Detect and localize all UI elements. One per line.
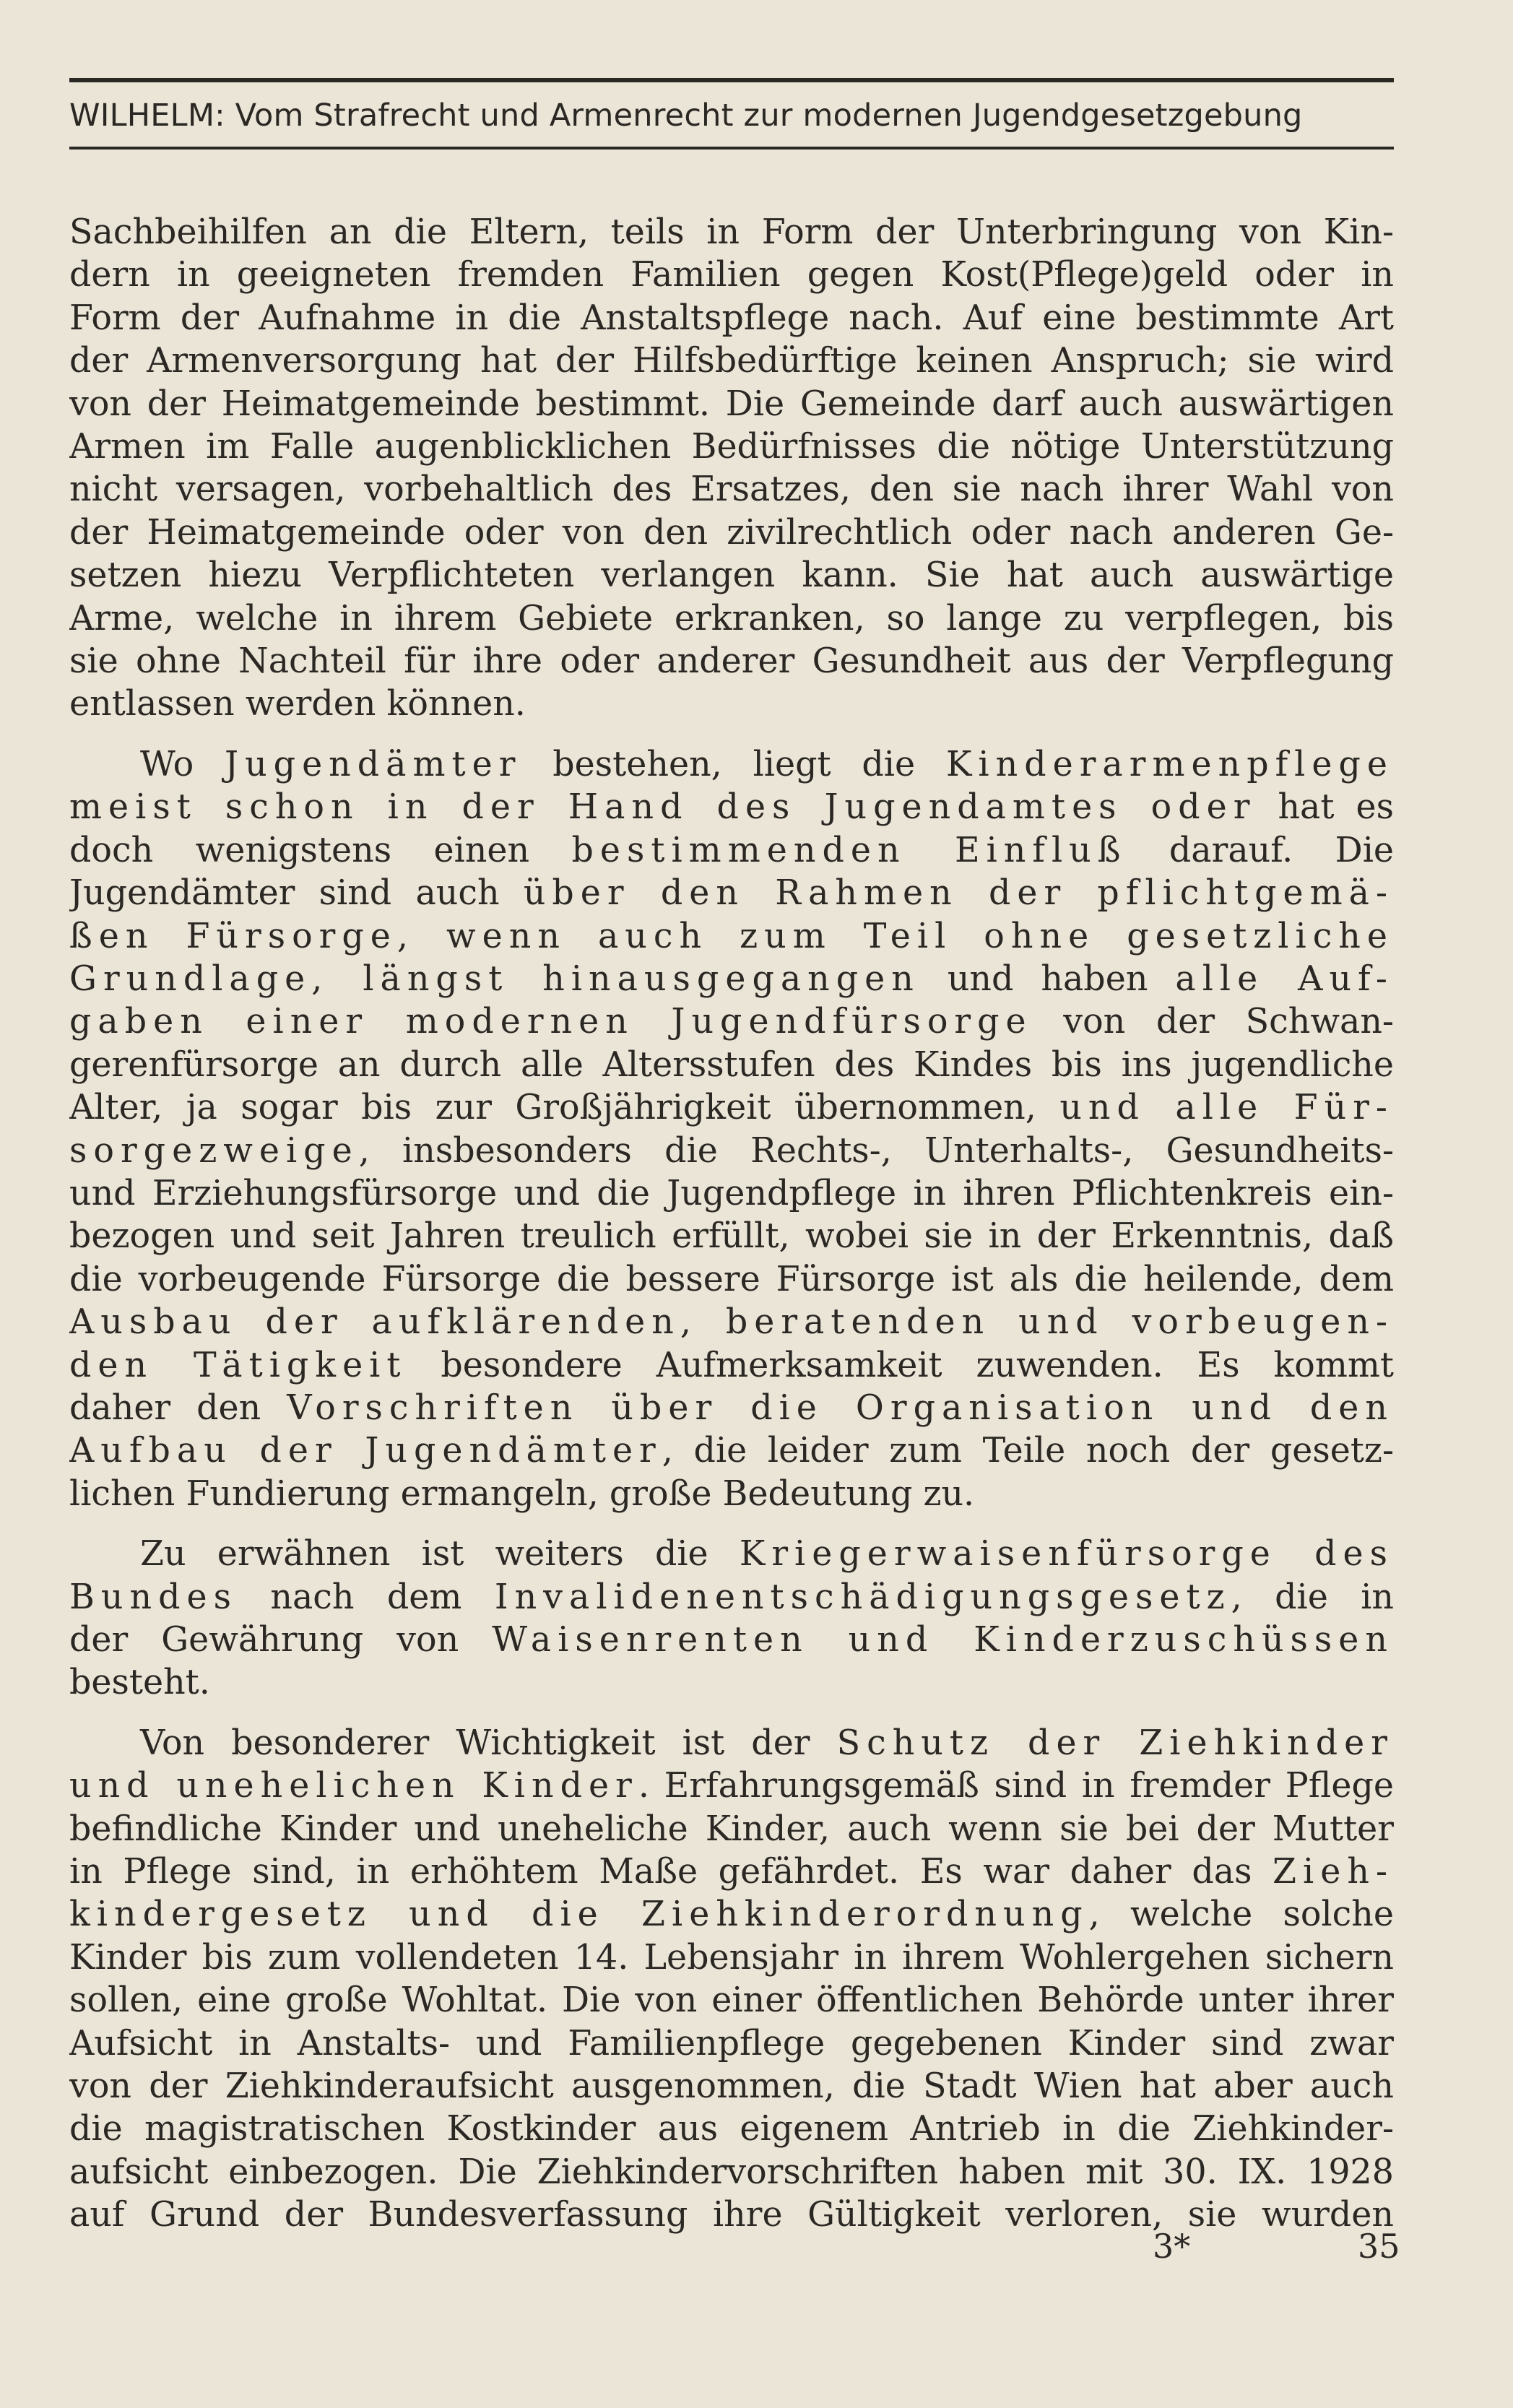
spaced-emphasis: und alle Für- xyxy=(1059,1088,1394,1128)
spaced-emphasis: Schutz der Ziehkinder xyxy=(836,1723,1394,1763)
text-line: sollen, eine große Wohltat. Die von einer öffentlichen Behörde unter ihrer xyxy=(69,1980,1394,2021)
running-head: WILHELM: Vom Strafrecht und Armenrecht zur modernen Jugendgesetzgebung xyxy=(69,98,1303,134)
text-line: Sachbeihilfen an die Eltern, teils in Form der Unterbringung von Kin- xyxy=(69,212,1394,252)
text-line: Wo Jugendämter bestehen, liegt die Kinderarmenpflege xyxy=(140,744,1394,784)
text-line: dern in geeigneten fremden Familien gegen Kost(Pflege)geld oder in xyxy=(69,255,1394,295)
header-rule-top xyxy=(69,78,1394,82)
text-line: Kinder bis zum vollendeten 14. Lebensjahr in ihrem Wohlergehen sichern xyxy=(69,1937,1394,1978)
text-line: Alter, ja sogar bis zur Großjährigkeit übernommen, und alle Für- xyxy=(69,1088,1394,1128)
text-line: Grundlage, längst hinausgegangen und haben alle Auf- xyxy=(69,958,1394,999)
text-line: und Erziehungsfürsorge und die Jugendpflege in ihren Pflichtenkreis ein- xyxy=(69,1173,1394,1213)
text-line: die vorbeugende Fürsorge die bessere Fürsorge ist als die heilende, dem xyxy=(69,1259,1394,1299)
page-footer xyxy=(0,2225,1513,2268)
spaced-emphasis: sorgezweige xyxy=(69,1130,359,1171)
spaced-emphasis: den Tätigkeit xyxy=(69,1345,407,1385)
text-line: Aufbau der Jugendämter, die leider zum Teile noch der gesetz- xyxy=(69,1431,1394,1471)
text-line: Jugendämter sind auch über den Rahmen der pflichtgemä- xyxy=(69,873,1394,914)
text-line: die magistratischen Kostkinder aus eigenem Antrieb in die Ziehkinder- xyxy=(69,2109,1394,2149)
spaced-emphasis: Invalidenentschädigungsgesetz xyxy=(494,1577,1231,1617)
text-line: bezogen und seit Jahren treulich erfüllt, wobei sie in der Erkenntnis, daß xyxy=(69,1216,1394,1257)
text-line: doch wenigstens einen bestimmenden Einfluß darauf. Die xyxy=(69,830,1394,870)
spaced-emphasis: ßen Fürsorge, wenn auch zum Teil ohne gesetzliche xyxy=(69,916,1394,956)
spaced-emphasis: und unehelichen Kinder xyxy=(69,1766,638,1806)
spaced-emphasis: Bundes xyxy=(69,1577,238,1617)
text-line: kindergesetz und die Ziehkinderordnung, welche solche xyxy=(69,1894,1394,1935)
text-line: der Armenversorgung hat der Hilfsbedürftige keinen Anspruch; sie wird xyxy=(69,341,1394,381)
text-line: entlassen werden können. xyxy=(69,684,526,724)
text-line: gaben einer modernen Jugendfürsorge von der Schwan- xyxy=(69,1002,1394,1042)
text-line: sie ohne Nachteil für ihre oder anderer Gesundheit aus der Verpflegung xyxy=(69,641,1394,682)
spaced-emphasis: bestimmenden Einfluß xyxy=(571,830,1127,870)
text-line: von der Heimatgemeinde bestimmt. Die Gemeinde darf auch auswärtigen xyxy=(69,384,1394,424)
spaced-emphasis: Zieh- xyxy=(1273,1852,1394,1892)
spaced-emphasis: Ausbau der aufklärenden, beratenden und vorbeugen- xyxy=(69,1302,1394,1343)
text-line: setzen hiezu Verpflichteten verlangen kann. Sie hat auch auswärtige xyxy=(69,555,1394,596)
spaced-emphasis: kindergesetz und die Ziehkinderordnung xyxy=(69,1894,1089,1935)
paragraph-4 xyxy=(69,1722,1394,2237)
spaced-emphasis: Kriegerwaisenfürsorge des xyxy=(739,1534,1394,1575)
spaced-emphasis: meist schon in der Hand des Jugendamtes oder xyxy=(69,787,1257,828)
spaced-emphasis: Grundlage, längst hinausgegangen xyxy=(69,958,920,999)
text-line: von der Ziehkinderaufsicht ausgenommen, die Stadt Wien hat aber auch xyxy=(69,2066,1394,2107)
text-line: auf Grund der Bundesverfassung ihre Gültigkeit verloren, sie wurden xyxy=(69,2195,1394,2235)
signature-mark: 3* xyxy=(1153,2227,1191,2266)
text-line: Zu erwähnen ist weiters die Kriegerwaisenfürsorge des xyxy=(140,1534,1394,1575)
header-rule-bottom xyxy=(69,147,1394,150)
text-line: Von besonderer Wichtigkeit ist der Schutz der Ziehkinder xyxy=(140,1723,1394,1763)
text-line: Bundes nach dem Invalidenentschädigungsgesetz, die in xyxy=(69,1577,1394,1617)
text-line: und unehelichen Kinder. Erfahrungsgemäß sind in fremder Pflege xyxy=(69,1766,1394,1806)
text-line: den Tätigkeit besondere Aufmerksamkeit zuwenden. Es kommt xyxy=(69,1345,1394,1385)
text-line xyxy=(69,1301,1394,1343)
text-line xyxy=(69,915,1394,958)
text-line: befindliche Kinder und uneheliche Kinder, auch wenn sie bei der Mutter xyxy=(69,1809,1394,1849)
spaced-emphasis: Jugendämter xyxy=(225,744,522,784)
spaced-emphasis: gaben einer modernen Jugendfürsorge xyxy=(69,1002,1033,1042)
spaced-emphasis: über den Rahmen der pflichtgemä- xyxy=(523,873,1394,914)
text-line: gerenfürsorge an durch alle Altersstufen des Kindes bis ins jugendliche xyxy=(69,1044,1394,1085)
paragraph-1 xyxy=(69,211,1394,726)
spaced-emphasis: Waisenrenten und Kinderzuschüssen xyxy=(492,1620,1394,1660)
text-line: daher den Vorschriften über die Organisation und den xyxy=(69,1387,1394,1428)
text-line: in Pflege sind, in erhöhtem Maße gefährdet. Es war daher das Zieh- xyxy=(69,1852,1394,1892)
spaced-emphasis: alle Auf- xyxy=(1175,958,1394,999)
text-line: nicht versagen, vorbehaltlich des Ersatzes, den sie nach ihrer Wahl von xyxy=(69,469,1394,510)
text-line: Aufsicht in Anstalts- und Familienpflege gegebenen Kinder sind zwar xyxy=(69,2023,1394,2063)
spaced-emphasis: Vorschriften über die Organisation und den xyxy=(287,1387,1394,1428)
spaced-emphasis: Aufbau der Jugendämter xyxy=(69,1431,662,1471)
text-line: Form der Aufnahme in die Anstaltspflege nach. Auf eine bestimmte Art xyxy=(69,298,1394,338)
paragraph-2 xyxy=(69,743,1394,1515)
text-line: der Gewährung von Waisenrenten und Kinderzuschüssen xyxy=(69,1620,1394,1660)
spaced-emphasis: Kinderarmenpflege xyxy=(945,744,1394,784)
text-line: der Heimatgemeinde oder von den zivilrechtlich oder nach anderen Ge- xyxy=(69,512,1394,553)
text-line: aufsicht einbezogen. Die Ziehkindervorschriften haben mit 30. IX. 1928 xyxy=(69,2152,1394,2192)
page-number: 35 xyxy=(1358,2227,1400,2266)
text-line: Arme, welche in ihrem Gebiete erkranken, so lange zu verpflegen, bis xyxy=(69,598,1394,638)
text-line: Armen im Falle augenblicklichen Bedürfnisses die nötige Unterstützung xyxy=(69,427,1394,467)
body-text xyxy=(69,211,1394,2237)
text-line: lichen Fundierung ermangeln, große Bedeutung zu. xyxy=(69,1473,975,1514)
text-line: meist schon in der Hand des Jugendamtes oder hat es xyxy=(69,787,1394,828)
text-line: sorgezweige, insbesonders die Rechts-, Unterhalts-, Gesundheits- xyxy=(69,1130,1394,1171)
text-line: besteht. xyxy=(69,1663,210,1703)
paragraph-3 xyxy=(69,1533,1394,1705)
